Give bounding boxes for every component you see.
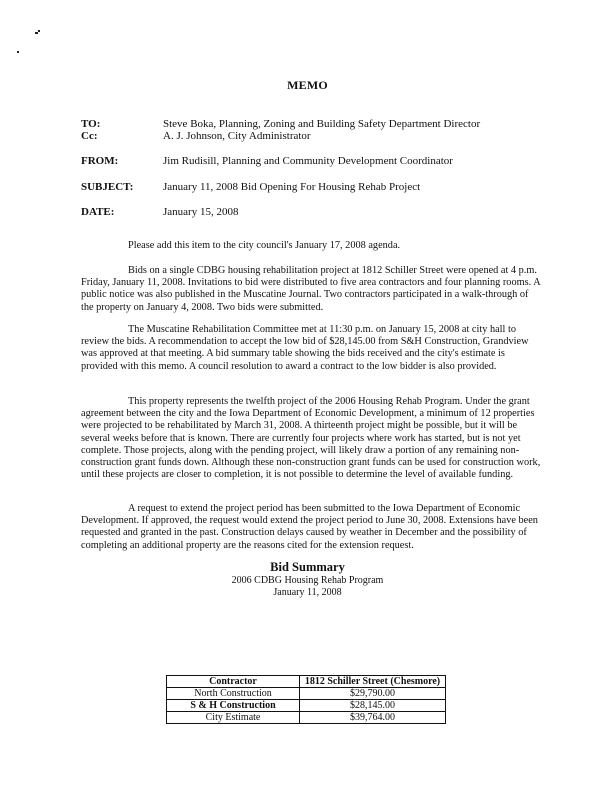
contractor-cell: S & H Construction [167, 700, 300, 712]
column-header-property: 1812 Schiller Street (Chesmore) [300, 676, 446, 688]
header-date [81, 206, 238, 218]
paragraph-1: Please add this item to the city council's January 17, 2008 agenda. [128, 240, 401, 251]
date-label: DATE: [81, 206, 115, 218]
memo-title: MEMO [287, 78, 328, 92]
table-row [167, 688, 446, 700]
bid-summary-title: Bid Summary [270, 560, 345, 574]
header-subject [81, 181, 420, 193]
bid-amount-cell: $28,145.00 [300, 700, 446, 712]
paragraph-5: A request to extend the project period has been submitted to the Iowa Department of Economic Development. If approved, the request would extend the project period to June 30, 2008. Extensions have been requested and granted in the past. Construction delays caused by weather in December and the possibility of completing an additional property are the reasons cited for the extension request. [81, 503, 538, 551]
column-header-contractor: Contractor [167, 676, 300, 688]
paragraph-2: Bids on a single CDBG housing rehabilitation project at 1812 Schiller Street were opened at 4 p.m. Friday, January 11, 2008. Invitations to bid were distributed to five area contractors and four planning rooms. A public notice was also published in the Muscatine Journal. Two contractors participated in a walk-through of the property on January 4, 2008. Two bids were submitted. [81, 265, 541, 313]
paragraph-4: This property represents the twelfth project of the 2006 Housing Rehab Program. Under the grant agreement between the city and the Iowa Department of Economic Development, a minimum of 12 properties were projected to be rehabilitated by March 31, 2008. A thirteenth project might be possible, but it will be several weeks before that is known. There are currently four projects where work has started, but is not yet complete. Those projects, along with the pending project, will likely draw a portion of any remaining non-construction grant funds down. Although these non-construction grant funds can be used for construction work, until these projects are closer to completion, it is not possible to determine the level of available funding. [81, 396, 541, 481]
scan-speck [38, 30, 40, 32]
date-value: January 15, 2008 [163, 206, 239, 218]
header-from [81, 155, 453, 167]
cc-value: A. J. Johnson, City Administrator [163, 130, 311, 142]
header-cc [81, 130, 311, 142]
header-to [81, 118, 480, 130]
bid-summary-table [166, 675, 446, 724]
bid-amount-cell: $29,790.00 [300, 688, 446, 700]
from-label: FROM: [81, 155, 119, 167]
bid-summary-date: January 11, 2008 [273, 587, 342, 598]
table-row [167, 700, 446, 712]
subject-label: SUBJECT: [81, 181, 134, 193]
to-value: Steve Boka, Planning, Zoning and Building Safety Department Director [163, 118, 481, 130]
scan-speck [35, 32, 38, 34]
table-row [167, 712, 446, 724]
contractor-cell: North Construction [167, 688, 300, 700]
scan-speck [17, 51, 19, 53]
paragraph-3: The Muscatine Rehabilitation Committee met at 11:30 p.m. on January 15, 2008 at city hall to review the bids. A recommendation to accept the low bid of $28,145.00 from S&H Construction, Grandview was approved at that meeting. A bid summary table showing the bids received and the city's estimate is provided with this memo. A council resolution to award a contract to the low bidder is also provided. [81, 324, 529, 372]
from-value: Jim Rudisill, Planning and Community Development Coordinator [163, 155, 453, 167]
to-label: TO: [81, 118, 101, 130]
cc-label: Cc: [81, 130, 98, 142]
table-header-row [167, 676, 446, 688]
subject-value: January 11, 2008 Bid Opening For Housing Rehab Project [163, 181, 421, 193]
bid-amount-cell: $39,764.00 [300, 712, 446, 724]
contractor-cell: City Estimate [167, 712, 300, 724]
bid-summary-program: 2006 CDBG Housing Rehab Program [231, 575, 384, 586]
